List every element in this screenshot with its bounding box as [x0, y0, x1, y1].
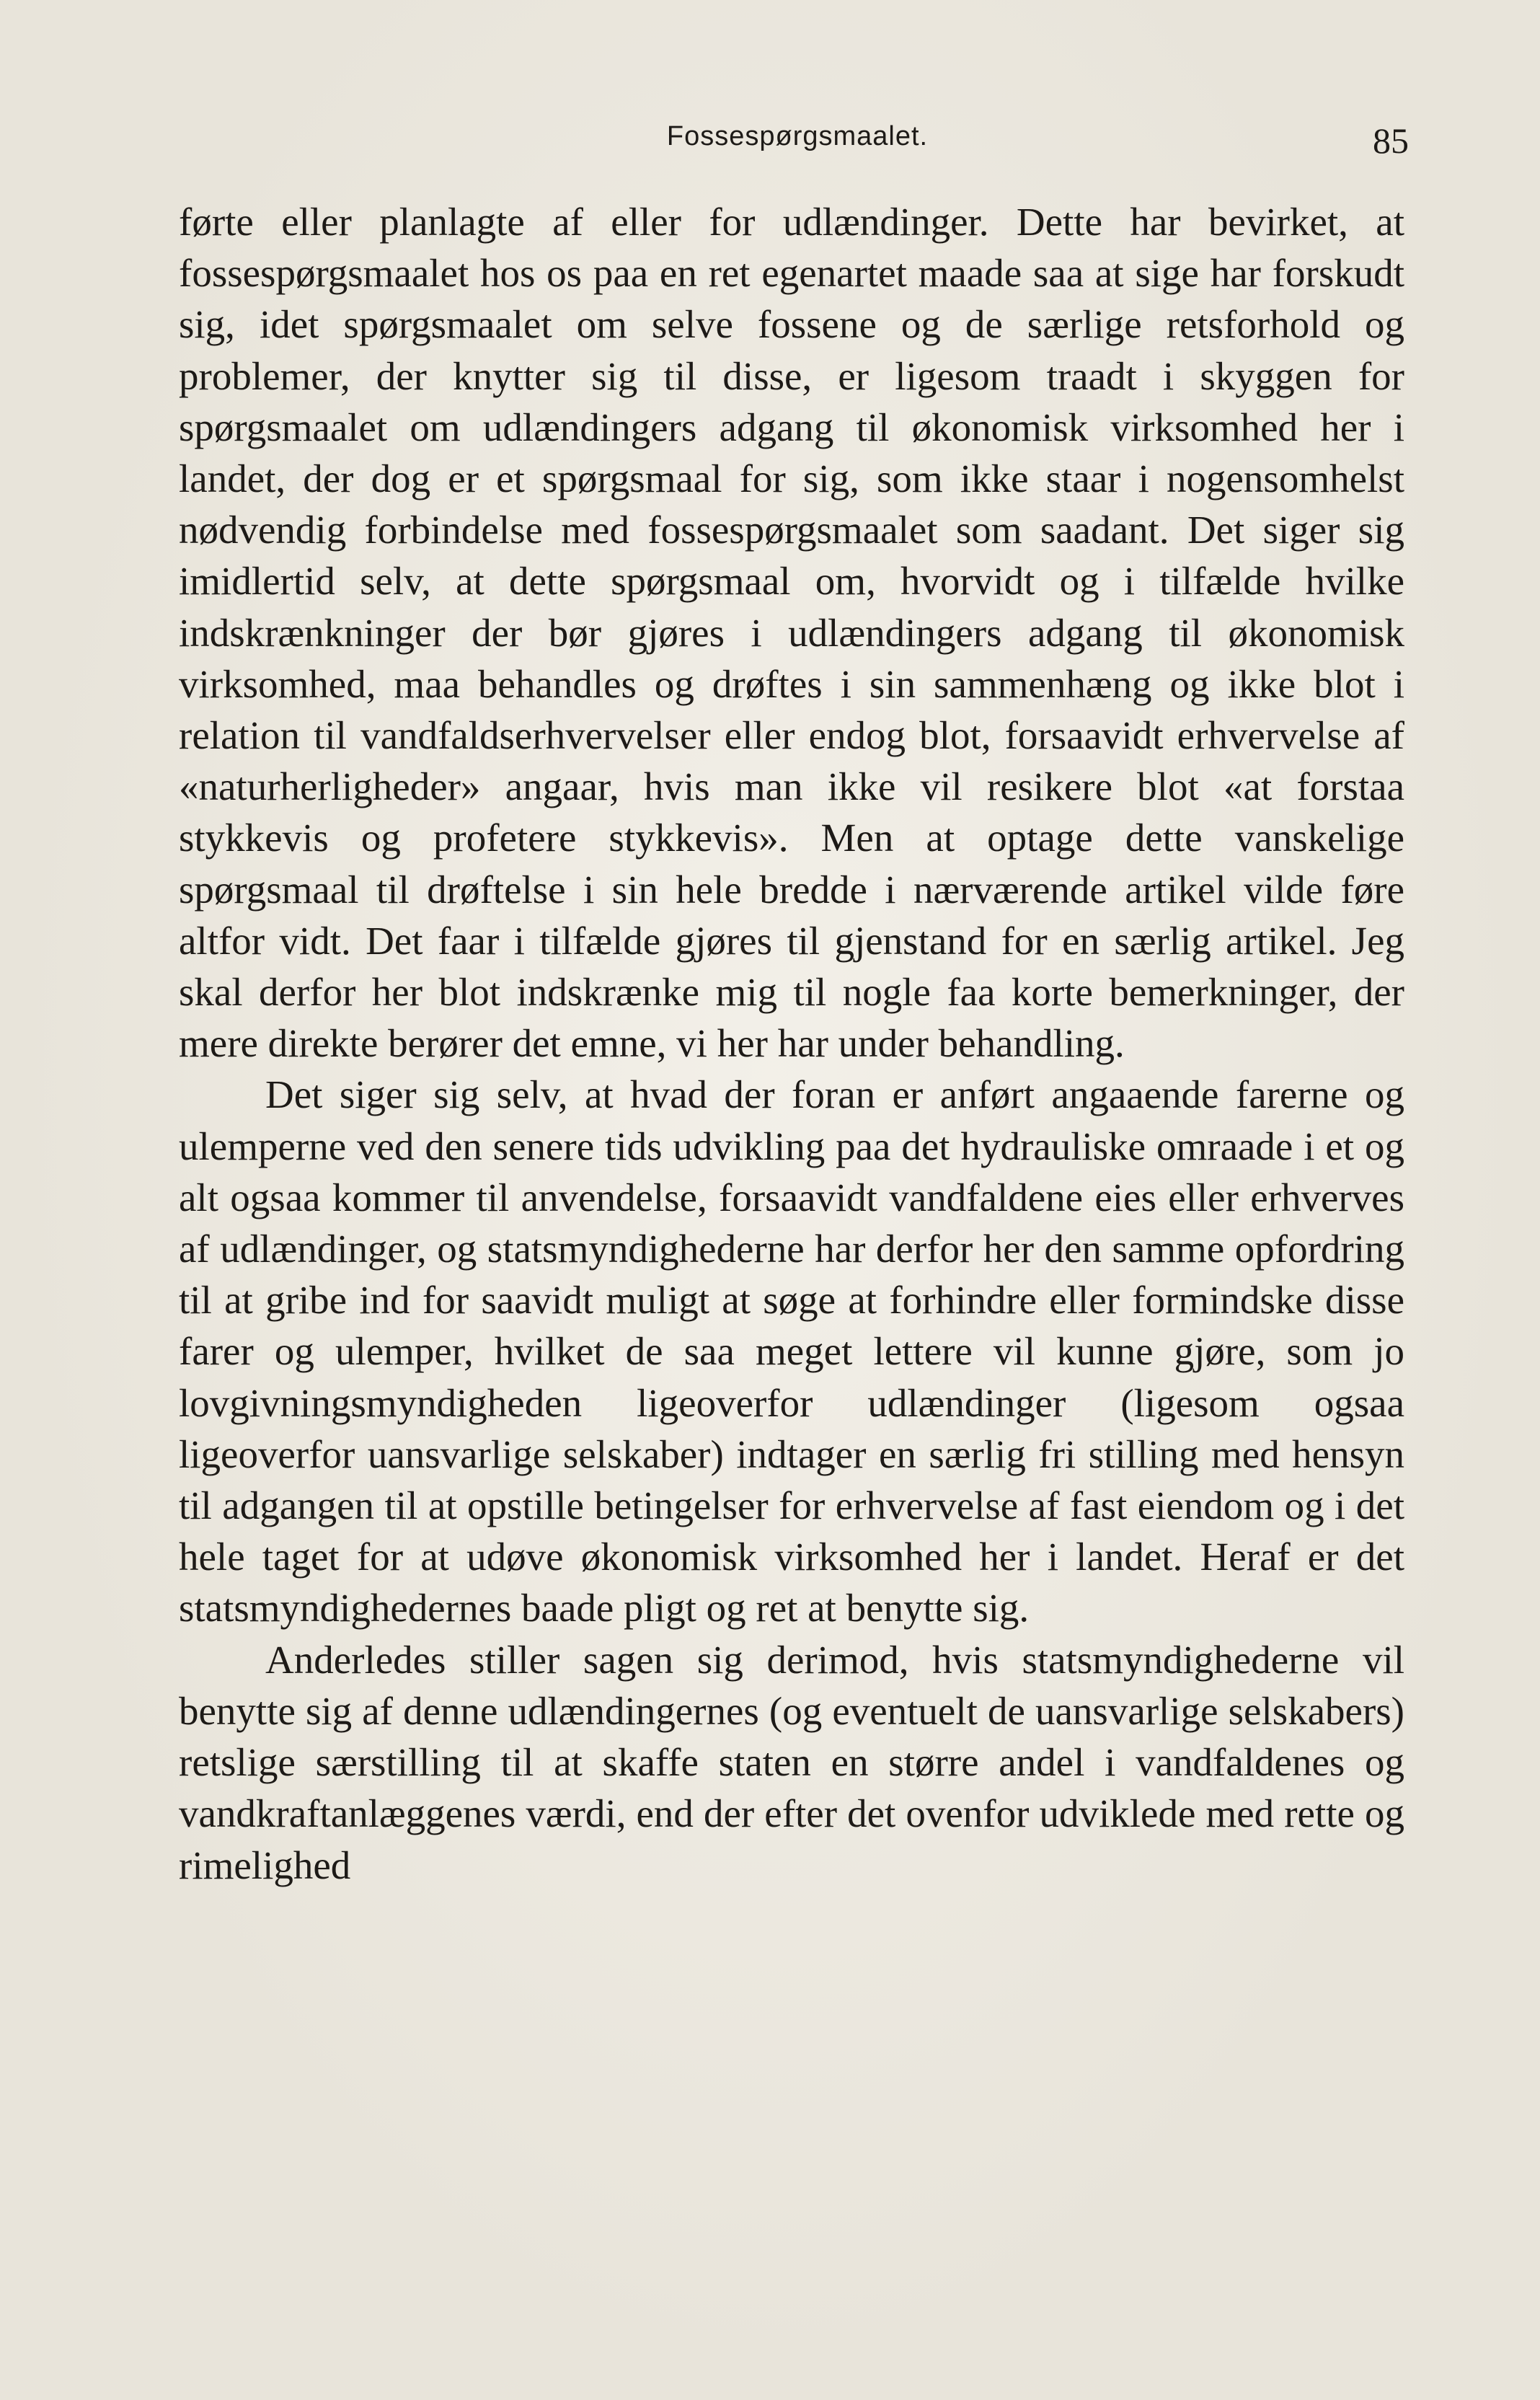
paragraph-3: Anderledes stiller sagen sig derimod, hvis statsmyndighederne vil benytte sig af denne udlændingernes (og eventuelt de uansvarlige selskabers) retslige særstilling til at skaffe staten en større andel i vandfaldenes og vandkraftanlæggenes værdi, end der efter det ovenfor udviklede med rette og rimelighed: [179, 1637, 1404, 1887]
running-header: [179, 121, 1416, 164]
body-text: [179, 196, 1404, 1891]
paragraph-2: Det siger sig selv, at hvad der foran er anført angaaende farerne og ulemperne ved den senere tids udvikling paa det hydrauliske omraade i et og alt ogsaa kommer til anvendelse, forsaavidt vandfaldene eies eller erhverves af udlændinger, og statsmyndighederne har derfor her den samme opfordring til at gribe ind for saavidt muligt at søge at forhindre eller formindske disse farer og ulemper, hvilket de saa meget lettere vil kunne gjøre, som jo lovgivningsmyndigheden ligeoverfor udlændinger (ligesom ogsaa ligeoverfor uansvarlige selskaber) indtager en særlig fri stilling med hensyn til adgangen til at opstille betingelser for erhvervelse af fast eiendom og i det hele taget for at udøve økonomisk virksomhed her i landet. Heraf er det statsmyndighedernes baade pligt og ret at benytte sig.: [179, 1072, 1404, 1631]
page-number: 85: [1373, 120, 1409, 161]
paragraph-1: førte eller planlagte af eller for udlændinger. Dette har bevirket, at fossespørgsmaalet hos os paa en ret egenartet maade saa at sige har forskudt sig, idet spørgsmaalet om selve fossene og de særlige retsforhold og problemer, der knytter sig til disse, er ligesom traadt i skyggen for spørgsmaalet om udlændingers adgang til økonomisk virksomhed her i landet, der dog er et spørgsmaal for sig, som ikke staar i nogensomhelst nødvendig forbindelse med fossespørgsmaalet som saadant. Det siger sig imidlertid selv, at dette spørgsmaal om, hvorvidt og i tilfælde hvilke indskrænkninger der bør gjøres i udlændingers adgang til økonomisk virksomhed, maa behandles og drøftes i sin sammenhæng og ikke blot i relation til vandfaldserhvervelser eller endog blot, forsaavidt erhvervelse af «naturherligheder» angaar, hvis man ikke vil resikere blot «at forstaa stykkevis og profetere stykkevis». Men at optage dette vanskelige spørgsmaal til drøftelse i sin hele bredde i nærværende artikel vilde føre altfor vidt. Det faar i tilfælde gjøres til gjenstand for en særlig artikel. Jeg skal derfor her blot indskrænke mig til nogle faa korte bemerkninger, der mere direkte berører det emne, vi her har under behandling.: [179, 200, 1404, 1066]
running-title: Fossespørgsmaalet.: [666, 121, 929, 151]
